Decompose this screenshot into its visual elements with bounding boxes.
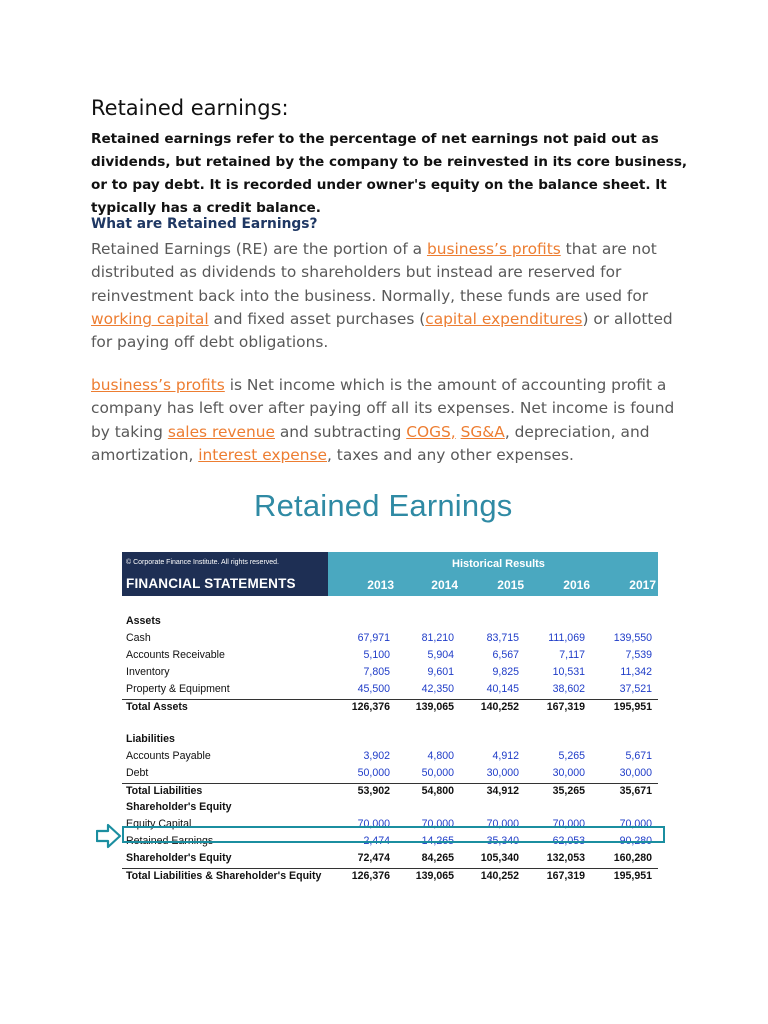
table-cell: 126,376 [351,870,390,882]
table-cell: 139,065 [415,870,454,882]
table-cell: 126,376 [351,701,390,713]
table-row [122,800,658,817]
table-cell: 83,715 [486,632,519,644]
table-cell: 9,825 [492,666,519,678]
table-cell: 140,252 [480,870,519,882]
row-label: Shareholder's Equity [126,852,232,864]
text: Retained Earnings (RE) are the portion of a [91,240,427,258]
text: ) or allotted for paying off debt obligations. [91,309,673,352]
table-cell: 90,280 [619,835,652,847]
table-cell: 84,265 [421,852,454,864]
table-header-left [122,552,328,596]
table-cell: 139,550 [613,632,652,644]
intro-paragraph: Retained earnings refer to the percentage of net earnings not paid out as dividends, but retained by the company to be reinvested in its core business, or to pay debt. It is recorded under owner's equity on the balance sheet. It typically has a credit balance. [91,131,688,216]
row-label: Retained Earnings [126,835,214,847]
table-cell: 5,265 [558,750,585,762]
table-cell: 167,319 [546,701,585,713]
table-row [122,732,658,749]
table-cell: 7,117 [559,649,585,661]
table-row [122,749,658,766]
table-cell: 34,912 [486,785,519,797]
section-heading: What are Retained Earnings? [91,216,318,232]
link-business-profits[interactable]: business’s profits [426,240,561,258]
table-cell: 70,000 [357,818,390,830]
table-cell: 70,000 [421,818,454,830]
table-cell: 167,319 [546,870,585,882]
row-label: Shareholder's Equity [126,801,232,813]
table-cell: 139,065 [415,701,454,713]
row-label: Accounts Receivable [126,649,225,661]
table-row [122,766,658,783]
row-label: Inventory [126,666,170,678]
page-title: Retained earnings: [91,96,289,120]
table-cell: 30,000 [552,767,585,779]
table-title: FINANCIAL STATEMENTS [126,576,296,591]
table-cell: 70,000 [486,818,519,830]
table-row [122,648,658,665]
table-cell: 10,531 [552,666,585,678]
table-row [122,614,658,631]
table-cell: 7,539 [625,649,652,661]
text: , taxes and any other expenses. [327,445,574,464]
table-cell: 5,904 [427,649,454,661]
table-cell: 105,340 [480,852,519,864]
row-label: Accounts Payable [126,750,211,762]
table-row [122,631,658,648]
link-sga[interactable]: SG&A [460,422,505,441]
arrow-right-icon [96,823,122,849]
link-cogs[interactable]: COGS, [406,422,456,441]
table-cell: 35,340 [486,835,519,847]
paragraph-1 [91,238,689,354]
year-header: 2017 [629,578,656,592]
table-cell: 3,902 [363,750,390,762]
text: , depreciation, and amortization, [91,422,650,464]
row-label: Debt [126,767,149,779]
table-cell: 14,265 [421,835,454,847]
text: is Net income which is the amount of accounting profit a company has left over after paying off all its expenses. Net income is found by taking [91,376,675,441]
table-cell: 42,350 [421,683,454,695]
table-cell: 11,342 [620,666,652,678]
row-label: Property & Equipment [126,683,230,695]
table-row [122,682,658,699]
table-cell: 81,210 [421,632,454,644]
table-header [122,552,658,596]
table-cell: 70,000 [619,818,652,830]
row-label: Total Liabilities & Shareholder's Equity [126,870,322,882]
table-cell: 35,265 [552,785,585,797]
row-label: Assets [126,615,161,627]
table-cell: 35,671 [619,785,652,797]
link-business-profits[interactable]: business’s profits [91,376,225,394]
table-cell: 50,000 [421,767,454,779]
table-cell: 140,252 [480,701,519,713]
table-cell: 30,000 [486,767,519,779]
table-cell: 72,474 [357,852,390,864]
table-cell: 7,805 [363,666,390,678]
table-cell: 50,000 [357,767,390,779]
table-cell: 9,601 [427,666,454,678]
table-cell: 54,800 [421,785,454,797]
table-cell: 5,671 [625,750,652,762]
table-cell: 4,912 [492,750,519,762]
table-cell: 4,800 [427,750,454,762]
table-cell: 2,474 [363,835,390,847]
year-header: 2015 [497,578,524,592]
paragraph-2 [91,374,689,467]
year-header: 2016 [563,578,590,592]
text: and subtracting [274,422,407,441]
link-interest-expense[interactable]: interest expense [198,445,327,464]
table-cell: 62,053 [552,835,585,847]
table-cell: 160,280 [613,852,652,864]
row-label: Total Liabilities [126,785,203,797]
row-label: Equity Capital [126,818,192,830]
table-cell: 53,902 [357,785,390,797]
link-working-capital[interactable]: working capital [91,309,209,328]
table-cell: 30,000 [619,767,652,779]
group-header: Historical Results [452,558,545,570]
table-cell: 195,951 [613,870,652,882]
table-row [122,665,658,682]
year-header: 2014 [431,578,458,592]
table-cell: 45,500 [357,683,390,695]
table-row [122,699,658,717]
table-cell: 5,100 [363,649,390,661]
text: that are not distributed as dividends to shareholders but instead are reserved for reinvestment back into the business. Normally, these funds are used for [91,240,657,305]
table-cell: 67,971 [357,632,390,644]
year-header: 2013 [367,578,394,592]
table-cell: 195,951 [613,701,652,713]
retained-earnings-highlight [122,826,665,843]
figure-title: Retained Earnings [254,488,513,523]
table-cell: 40,145 [486,683,519,695]
copyright-note: © Corporate Finance Institute. All rights reserved. [126,559,280,566]
table-cell: 70,000 [552,818,585,830]
table-cell: 37,521 [619,683,652,695]
table-cell: 38,602 [552,683,585,695]
link-sales-revenue[interactable]: sales revenue [167,422,275,441]
link-capital-expenditures[interactable]: capital expenditures [425,309,583,328]
row-label: Liabilities [126,733,175,745]
row-label: Cash [126,632,151,644]
table-cell: 132,053 [546,852,585,864]
table-row [122,851,658,868]
table-row [122,783,658,801]
row-label: Total Assets [126,701,188,713]
text: and fixed asset purchases ( [208,309,426,328]
table-cell: 111,069 [548,632,585,644]
table-row [122,868,658,886]
table-cell: 6,567 [492,649,519,661]
